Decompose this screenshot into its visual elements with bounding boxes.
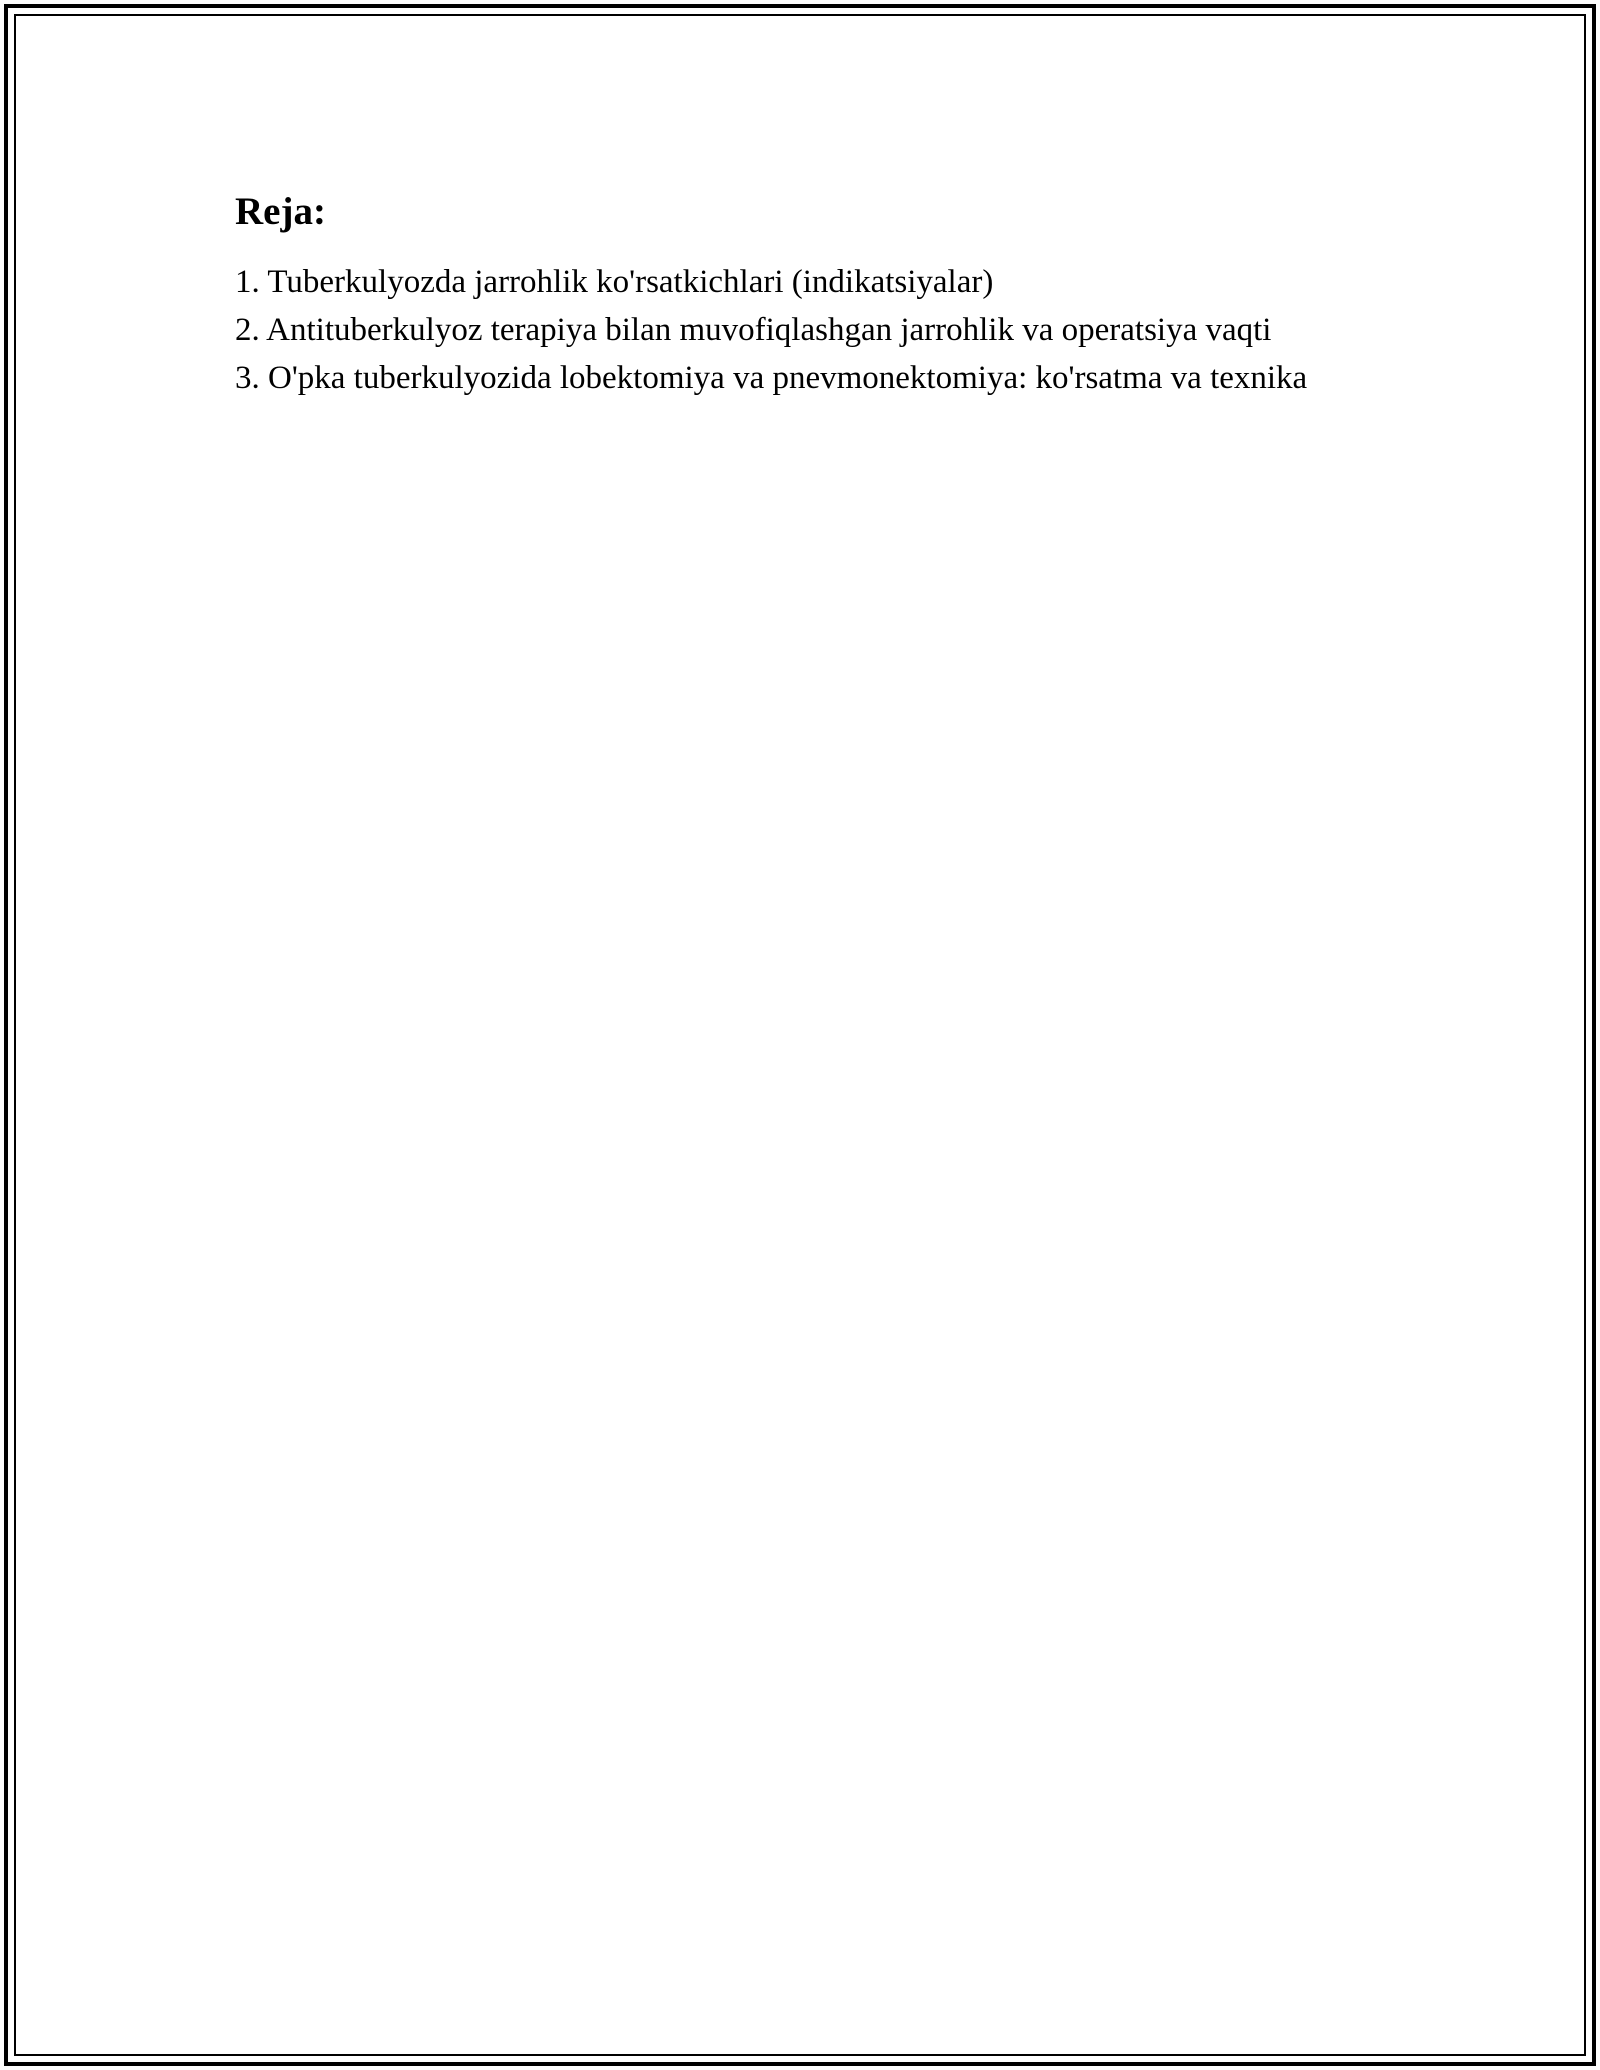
plan-list <box>235 258 1335 402</box>
page-content <box>235 186 1335 402</box>
plan-heading: Reja: <box>235 190 326 233</box>
plan-item-3: 3. O'pka tuberkulyozida lobektomiya va pnevmonektomiya: ko'rsatma va texnika <box>235 360 1308 396</box>
plan-item-1: 1. Tuberkulyozda jarrohlik ko'rsatkichlari (indikatsiyalar) <box>235 264 994 300</box>
plan-item-2: 2. Antituberkulyoz terapiya bilan muvofiqlashgan jarrohlik va operatsiya vaqti <box>235 312 1272 348</box>
